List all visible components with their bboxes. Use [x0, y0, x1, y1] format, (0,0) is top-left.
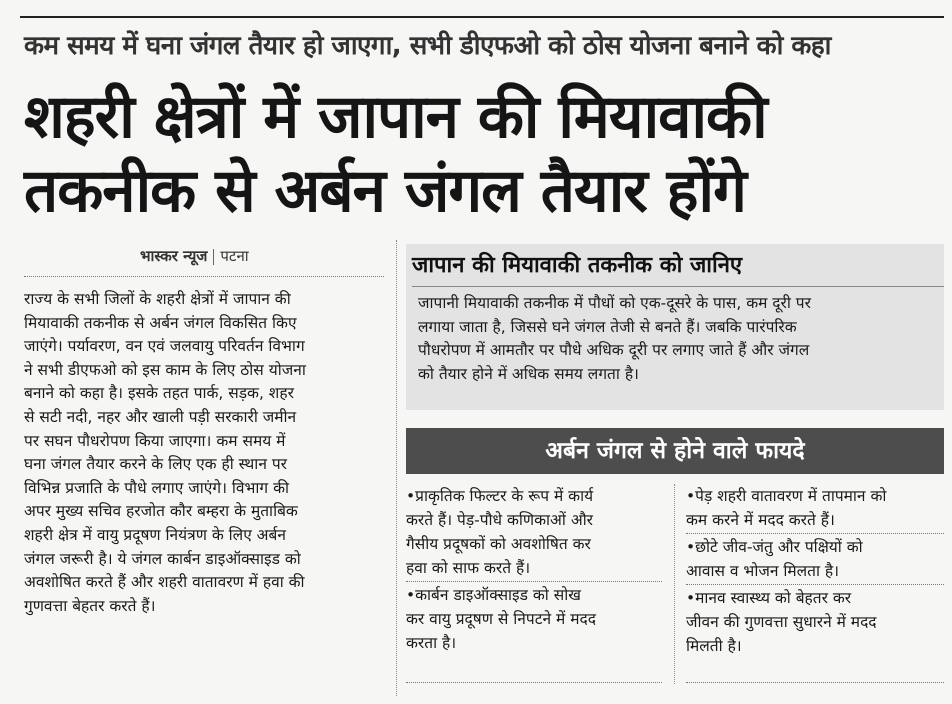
- benefit-line: हवा को साफ करते हैं।: [406, 559, 531, 577]
- benefits-column-divider: [674, 484, 675, 684]
- info-box-title-rule: [412, 286, 944, 287]
- info-box-line: पौधरोपण में आमतौर पर पौधे अधिक दूरी पर लगाए जाते हैं और जंगल: [418, 341, 810, 359]
- info-box-line: लगाया जाता है, जिससे घने जंगल तेजी से बनते हैं। जबकि पारंपरिक: [418, 317, 797, 336]
- bottom-rule-left: [406, 682, 662, 683]
- byline-agency: भास्कर न्यूज: [140, 247, 208, 265]
- body-line: राज्य के सभी जिलों के शहरी क्षेत्रों में जापान की: [24, 290, 291, 308]
- body-line: से सटी नदी, नहर और खाली पड़ी सरकारी जमीन: [24, 407, 297, 426]
- benefit-divider: [686, 533, 944, 534]
- benefit-line: •छोटे जीव-जंतु और पक्षियों को: [686, 538, 863, 556]
- benefits-right-column: [686, 484, 944, 658]
- bottom-rule-right: [686, 682, 944, 683]
- article-body: [24, 288, 382, 618]
- column-divider: [396, 240, 397, 696]
- benefit-line: कम करने में मदद करते हैं।: [686, 511, 835, 529]
- kicker-headline: कम समय में घना जंगल तैयार हो जाएगा, सभी डीएफओ को ठोस योजना बनाने को कहा: [24, 31, 831, 61]
- benefit-line: करते हैं। पेड़-पौधे कणिकाओं और: [406, 511, 594, 529]
- info-box-line: जापानी मियावाकी तकनीक में पौधों को एक-दूसरे के पास, कम दूरी पर: [418, 294, 811, 312]
- body-line: बनाने को कहा है। इसके तहत पार्क, सड़क, शहर: [24, 384, 294, 403]
- benefit-line: आवास व भोजन मिलता है।: [686, 562, 840, 580]
- main-headline: [24, 80, 944, 228]
- info-box-line: को तैयार होने में अधिक समय लगता है।: [418, 364, 639, 383]
- body-line: मियावाकी तकनीक से अर्बन जंगल विकसित किए: [24, 313, 297, 332]
- byline-city: पटना: [220, 247, 249, 265]
- headline-line-1: शहरी क्षेत्रों में जापान की मियावाकी: [24, 82, 767, 152]
- benefit-line: गैसीय प्रदूषकों को अवशोषित कर: [406, 535, 591, 553]
- body-line: अवशोषित करते हैं और शहरी वातावरण में हवा की: [24, 573, 305, 592]
- body-line: विभिन्न प्रजाति के पौधे लगाए जाएंगे। विभाग की: [24, 478, 290, 497]
- body-line: पर सघन पौधरोपण किया जाएगा। कम समय में: [24, 431, 286, 450]
- body-line: जाएंगे। पर्यावरण, वन एवं जलवायु परिवर्तन विभाग: [24, 337, 305, 356]
- byline-separator: [213, 249, 214, 265]
- benefit-divider: [406, 581, 662, 582]
- benefit-divider: [686, 584, 944, 585]
- body-line: गुणवत्ता बेहतर करते हैं।: [24, 596, 156, 615]
- benefit-line: कर वायु प्रदूषण से निपटने में मदद: [406, 610, 596, 628]
- info-box-title: जापान की मियावाकी तकनीक को जानिए: [412, 253, 743, 278]
- benefits-left-column: [406, 484, 662, 655]
- byline-rule: [24, 276, 384, 277]
- body-line: शहरी क्षेत्र में वायु प्रदूषण नियंत्रण के लिए अर्बन: [24, 525, 286, 544]
- benefit-line: जीवन की गुणवत्ता सुधारने में मदद: [686, 613, 877, 631]
- info-box-text: [418, 292, 938, 386]
- body-line: ने सभी डीएफओ को इस काम के लिए ठोस योजना: [24, 360, 306, 379]
- benefit-line: •पेड़ शहरी वातावरण में तापमान को: [686, 487, 887, 505]
- body-line: अपर मुख्य सचिव हरजोत कौर बम्हरा के मुताबिक: [24, 502, 298, 521]
- benefit-line: •मानव स्वास्थ्य को बेहतर कर: [686, 589, 852, 607]
- byline: [140, 246, 249, 266]
- benefit-line: करता है।: [406, 634, 457, 652]
- benefit-line: •प्राकृतिक फिल्टर के रूप में कार्य: [406, 487, 594, 505]
- body-line: जंगल जरूरी है। ये जंगल कार्बन डाइऑक्साइड को: [24, 549, 301, 568]
- benefits-heading: अर्बन जंगल से होने वाले फायदे: [406, 428, 944, 474]
- benefit-line: मिलती है।: [686, 637, 742, 655]
- headline-line-2: तकनीक से अर्बन जंगल तैयार होंगे: [24, 156, 746, 226]
- top-rule: [20, 16, 944, 18]
- body-line: घना जंगल तैयार करने के लिए एक ही स्थान पर: [24, 455, 287, 474]
- benefit-line: •कार्बन डाइऑक्साइड को सोख: [406, 586, 581, 604]
